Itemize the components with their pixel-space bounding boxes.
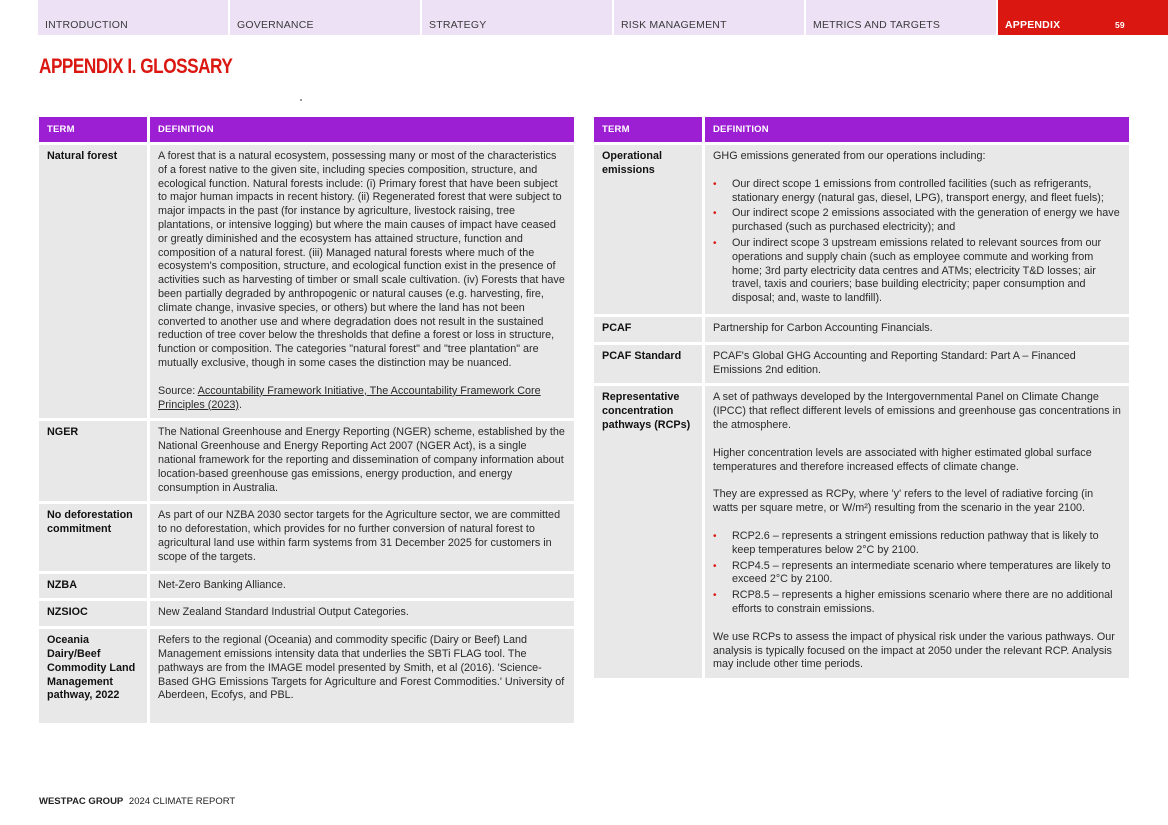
list-item: • RCP2.6 – represents a stringent emissions reduction pathway that is likely to keep temperatures below 2°C by 2100. [713,530,1121,558]
definition-column-header: DEFINITION [702,117,1129,142]
definition-text: We use RCPs to assess the impact of physical risk under the various pathways. Our analysis is typically focused on the impact at 2050 under the relevant RCP. Analysis may include other time periods. [713,630,1115,671]
glossary-term: NGER [39,421,147,501]
table-row [39,629,574,723]
definition-text: They are expressed as RCPy, where 'y' refers to the level of radiative forcing (in watts per square metre, or W/m²) resulting from the scenario in the year 2100. [713,488,1094,515]
footer-report-title: 2024 CLIMATE REPORT [128,796,236,807]
glossary-term: NZBA [39,574,147,599]
definition-text: As part of our NZBA 2030 sector targets for the Agriculture sector, we are committed to no deforestation, which provides for no further conversion of natural forest to agricultural land use within farm systems from 31 December 2025 for customers in scope of the targets. [158,509,561,563]
table-row [39,574,574,599]
definition-source [158,385,566,413]
list-item: • Our direct scope 1 emissions from controlled facilities (such as refrigerants, stationary energy (natural gas, diesel, LPG), transport energy, and fleet fuels); [713,178,1121,206]
nav-tab-strategy[interactable]: STRATEGY [422,0,612,35]
table-row [39,601,574,626]
table-row [39,504,574,570]
page-number: 59 [1115,20,1125,30]
glossary-term: PCAF Standard [594,345,702,384]
term-column-header: TERM [594,117,702,142]
definition-text: A forest that is a natural ecosystem, possessing many or most of the characteristics of a forest native to the given site, including species composition, structure, and ecological function. Natural forests include: (i) Primary forest that have been subject to major human impacts in recent history. (ii) Regenerated forest that were subject to major impacts in the past (for instance by agriculture, livestock raising, tree plantations, or intensive logging) but where the main causes of impact have ceased or greatly diminished and the ecosystem has attained structure, function and composition of a natural forest. (iii) Managed natural forests where much of the ecosystem's composition, structure, and ecological function exist in the presence of activities such as harvesting of timber or small scale cultivation. (iv) Forests that have been partially degraded by anthropogenic or natural causes (e.g. harvesting, fire, climate change, invasive species, or others) but where the land has not been converted to another use and where degradation does not result in the sustained reduction of tree cover below the thresholds that define a forest or loss in structure, function or composition. The categories "natural forest" and "tree plantation" are mutually exclusive, though in some cases the distinction may be nuanced. [158,150,565,369]
definition-text: A set of pathways developed by the Intergovernmental Panel on Climate Change (IPCC) that reflect different levels of emissions and greenhouse gas concentrations in the atmosphere. [713,391,1121,431]
definition-text: Partnership for Carbon Accounting Financials. [713,321,933,334]
glossary-term: Oceania Dairy/Beef Commodity Land Management pathway, 2022 [39,629,147,723]
stray-dot [300,99,302,101]
glossary-definition [147,421,574,501]
glossary-definition [147,504,574,570]
table-row [594,345,1129,384]
glossary-table-left [39,114,574,726]
page-title: APPENDIX I. GLOSSARY [39,55,233,78]
bullet-list [713,530,1121,617]
table-row [39,421,574,501]
glossary-term: Representative concentration pathways (RCPs) [594,386,702,678]
nav-tab-appendix-label: APPENDIX [1005,19,1061,31]
glossary-definition [702,345,1129,384]
glossary-definition [147,574,574,599]
term-column-header: TERM [39,117,147,142]
source-link[interactable]: Accountability Framework Initiative, The Accountability Framework Core Principles (2023) [158,384,541,411]
glossary-definition [147,629,574,723]
footer [39,796,235,807]
table-header-row [39,117,574,142]
nav-tab-governance[interactable]: GOVERNANCE [230,0,420,35]
source-prefix: Source: [158,384,198,397]
table-row [39,145,574,418]
glossary-definition [702,386,1129,678]
glossary-definition [702,145,1129,314]
nav-tab-introduction[interactable]: INTRODUCTION [38,0,228,35]
definition-text: PCAF's Global GHG Accounting and Reporting Standard: Part A – Financed Emissions 2nd edition. [713,349,1076,376]
glossary-term: No deforestation commitment [39,504,147,570]
source-suffix: . [239,398,243,411]
nav-tab-risk-management[interactable]: RISK MANAGEMENT [614,0,804,35]
definition-text: Net-Zero Banking Alliance. [158,578,286,591]
nav-tab-metrics-and-targets[interactable]: METRICS AND TARGETS [806,0,996,35]
glossary-definition [147,145,574,418]
glossary-definition [147,601,574,626]
footer-brand: WESTPAC GROUP [39,796,124,807]
list-item: • Our indirect scope 3 upstream emissions related to relevant sources from our operations and supply chain (such as employee commute and working from home; 3rd party electricity data centres and ATMs; electricity T&D losses; air travel, taxis and couriers; base building electricity; paper consumption and disposal; and, waste to landfill). [713,237,1121,306]
definition-column-header: DEFINITION [147,117,574,142]
table-row [594,317,1129,342]
glossary-term: Natural forest [39,145,147,418]
list-item: • Our indirect scope 2 emissions associated with the generation of energy we have purchased (such as purchased electricity); and [713,207,1121,235]
bullet-list [713,178,1121,306]
glossary-term: NZSIOC [39,601,147,626]
definition-intro: GHG emissions generated from our operations including: [713,150,986,162]
table-row [594,386,1129,678]
table-row [594,145,1129,314]
nav-tab-appendix[interactable] [998,0,1168,35]
list-item: • RCP4.5 – represents an intermediate scenario where temperatures are likely to exceed 2°C by 2100. [713,560,1121,588]
glossary-definition [702,317,1129,342]
top-navigation [38,0,1168,35]
glossary-term: PCAF [594,317,702,342]
definition-text: Refers to the regional (Oceania) and commodity specific (Dairy or Beef) Land Management emissions intensity data that underlies the SBTi FLAG tool. The pathways are from the IMAGE model presented by Smith, et al (2016). 'Science-Based GHG Emissions Targets for Agriculture and Forest Commodities.' University of Aberdeen, Ecofys, and PBL. [158,634,565,702]
list-item: • RCP8.5 – represents a higher emissions scenario where there are no additional efforts to constrain emissions. [713,589,1121,617]
glossary-term: Operational emissions [594,145,702,314]
definition-text: The National Greenhouse and Energy Reporting (NGER) scheme, established by the National Greenhouse and Energy Reporting Act 2007 (NGER Act), is a single national framework for the reporting and dissemination of company information about location-based greenhouse gas emissions, energy production, and energy consumption in Australia. [158,426,565,494]
glossary-table-right [594,114,1129,681]
table-header-row [594,117,1129,142]
definition-text: Higher concentration levels are associated with higher estimated global surface temperatures and therefore increased effects of climate change. [713,446,1092,473]
definition-text: New Zealand Standard Industrial Output Categories. [158,606,409,619]
